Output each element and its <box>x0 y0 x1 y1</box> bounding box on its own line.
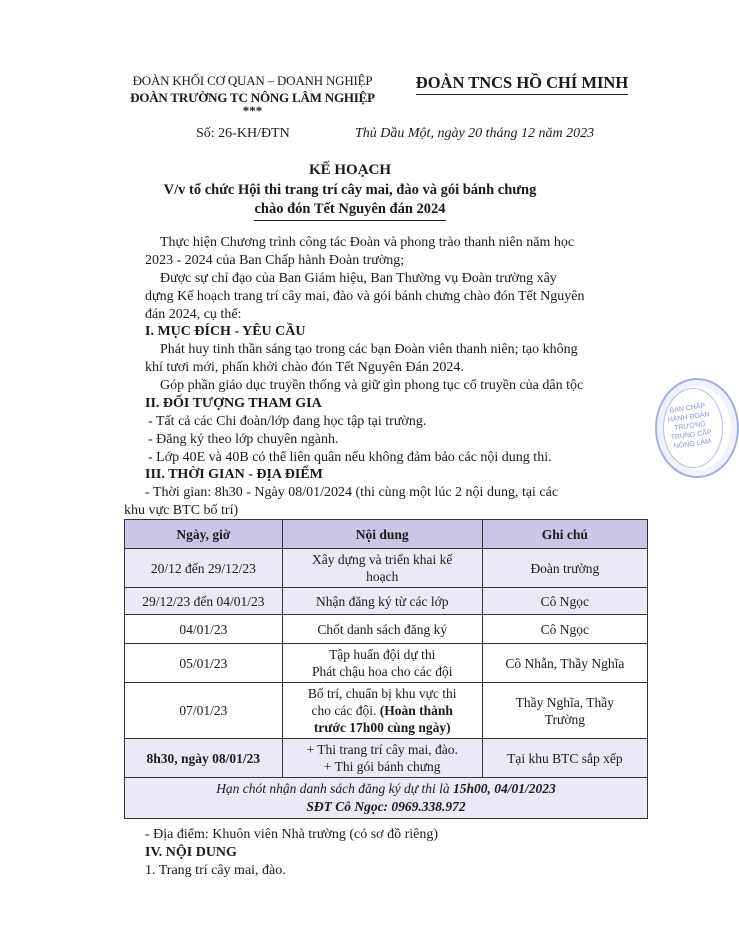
cell-date: 04/01/23 <box>125 615 283 644</box>
cell-note: Tại khu BTC sắp xếp <box>482 739 647 778</box>
section-3-heading: III. THỜI GIAN - ĐỊA ĐIỂM <box>145 467 323 482</box>
participant-item: - Tất cả các Chi đoàn/lớp đang học tập tại trường. <box>148 414 427 429</box>
cell-content: Nhận đăng ký từ các lớp <box>282 588 482 615</box>
section-2-heading: II. ĐỐI TƯỢNG THAM GIA <box>145 396 322 411</box>
location-info: - Địa điểm: Khuôn viên Nhà trường (có sơ đồ riêng) <box>145 827 438 842</box>
registration-deadline-note: Hạn chót nhận danh sách đăng ký dự thi là 15h00, 04/01/2023 SĐT Cô Ngọc: 0969.338.972 <box>125 778 648 819</box>
cell-content: Bố trí, chuẩn bị khu vực thi cho các đội. (Hoàn thành trước 17h00 cùng ngày) <box>282 683 482 739</box>
document-date: Thủ Dầu Một, ngày 20 tháng 12 năm 2023 <box>355 126 595 141</box>
intro-paragraph-1b: 2023 - 2024 của Ban Chấp hành Đoàn trường; <box>145 253 405 268</box>
document-subject-line-2: chào đón Tết Nguyên đán 2024 <box>0 200 700 221</box>
intro-paragraph-2a: Được sự chỉ đạo của Ban Giám hiệu, Ban Thường vụ Đoàn trường xây <box>160 271 557 286</box>
cell-date: 8h30, ngày 08/01/23 <box>125 739 283 778</box>
participant-item: - Đăng ký theo lớp chuyên ngành. <box>148 432 339 447</box>
section-1-paragraph-2: Góp phần giáo dục truyền thống và giữ gìn phong tục cổ truyền của dân tộc <box>160 378 584 393</box>
table-row <box>125 615 648 644</box>
stamp-text: BAN CHẤP HÀNH ĐOÀN TRƯỜNG TRUNG CẤP NÔNG LÂM <box>667 402 713 451</box>
cell-date: 05/01/23 <box>125 644 283 683</box>
column-header-note: Ghi chú <box>482 520 647 549</box>
document-number: Số: 26-KH/ĐTN <box>196 126 290 141</box>
section-4-heading: IV. NỘI DUNG <box>145 845 237 860</box>
table-row <box>125 549 648 588</box>
column-header-date: Ngày, giờ <box>125 520 283 549</box>
table-row <box>125 644 648 683</box>
intro-paragraph-1a: Thực hiện Chương trình công tác Đoàn và phong trào thanh niên năm học <box>160 235 575 250</box>
org-stars: *** <box>242 103 263 118</box>
union-name-text: ĐOÀN TNCS HỒ CHÍ MINH <box>416 72 628 95</box>
official-stamp <box>655 378 739 478</box>
cell-date: 29/12/23 đến 04/01/23 <box>125 588 283 615</box>
cell-date: 07/01/23 <box>125 683 283 739</box>
intro-paragraph-2b: dựng Kế hoạch trang trí cây mai, đào và gói bánh chưng chào đón Tết Nguyên <box>145 289 585 304</box>
cell-content: Chốt danh sách đăng ký <box>282 615 482 644</box>
document-title: KẾ HOẠCH <box>308 162 392 178</box>
issuing-organization <box>115 72 390 116</box>
cell-note: Đoàn trường <box>482 549 647 588</box>
org-line-1: ĐOÀN KHỐI CƠ QUAN – DOANH NGHIỆP <box>132 73 373 88</box>
document-subject-line-1: V/v tổ chức Hội thi trang trí cây mai, đào và gói bánh chưng <box>163 182 537 198</box>
cell-date: 20/12 đến 29/12/23 <box>125 549 283 588</box>
org-line-2: ĐOÀN TRƯỜNG TC NÔNG LÂM NGHIỆP <box>130 90 375 105</box>
schedule-table <box>124 519 648 819</box>
cell-note: Thầy Nghĩa, Thầy Trường <box>482 683 647 739</box>
union-name <box>402 72 642 95</box>
intro-paragraph-2c: đán 2024, cụ thể: <box>145 307 242 322</box>
section-1-paragraph-1b: khí tươi mới, phấn khởi chào đón Tết Nguyên Đán 2024. <box>145 360 464 375</box>
section-1-paragraph-1a: Phát huy tinh thần sáng tạo trong các bạn Đoàn viên thanh niên; tạo không <box>160 342 578 357</box>
participant-item: - Lớp 40E và 40B có thể liên quân nếu không đảm bảo các nội dung thi. <box>148 450 552 465</box>
cell-content: Tập huấn đội dự thi Phát chậu hoa cho các đội <box>282 644 482 683</box>
cell-content: Xây dựng và triển khai kế hoạch <box>282 549 482 588</box>
cell-note: Cô Ngọc <box>482 615 647 644</box>
table-footnote-row <box>125 778 648 819</box>
cell-note: Cô Nhẫn, Thầy Nghĩa <box>482 644 647 683</box>
contact-phone: SĐT Cô Ngọc: 0969.338.972 <box>306 799 466 814</box>
table-header-row <box>125 520 648 549</box>
table-row <box>125 588 648 615</box>
time-info-a: - Thời gian: 8h30 - Ngày 08/01/2024 (thi cùng một lúc 2 nội dung, tại các <box>145 485 559 500</box>
table-row <box>125 739 648 778</box>
section-1-heading: I. MỤC ĐÍCH - YÊU CẦU <box>145 324 306 339</box>
content-item-1: 1. Trang trí cây mai, đào. <box>145 863 286 878</box>
column-header-content: Nội dung <box>282 520 482 549</box>
table-row <box>125 683 648 739</box>
time-info-b: khu vực BTC bố trí) <box>124 503 239 518</box>
cell-content: + Thi trang trí cây mai, đào. + Thi gói bánh chưng <box>282 739 482 778</box>
cell-note: Cô Ngọc <box>482 588 647 615</box>
